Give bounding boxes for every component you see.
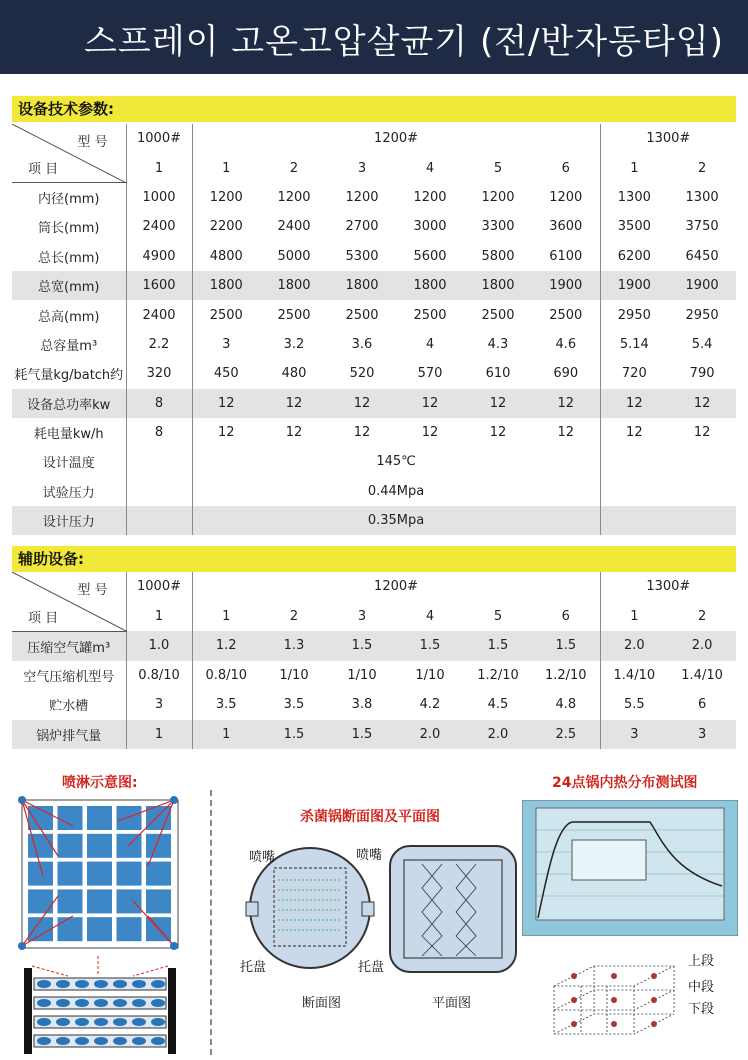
table-cell: 1.5 xyxy=(328,631,396,661)
table-cell: 2.0 xyxy=(668,631,736,661)
model-number-header: 1 xyxy=(126,153,192,182)
table-cell: 5.5 xyxy=(600,690,668,720)
table-cell: 1.5 xyxy=(260,720,328,750)
model-number-header: 1 xyxy=(126,602,192,632)
spray-can xyxy=(94,980,108,988)
row-label: 贮水槽 xyxy=(49,699,89,715)
table-cell: 12 xyxy=(260,389,328,418)
table-cell: 450 xyxy=(192,359,260,388)
tray-label-right: 托盘 xyxy=(358,960,385,975)
spray-can xyxy=(75,1018,89,1026)
table-cell: 1600 xyxy=(126,271,192,300)
table-cell: 2.0 xyxy=(464,720,532,750)
table-cell: 2500 xyxy=(481,307,515,323)
empty-cell xyxy=(600,477,736,506)
table-cell: 3.5 xyxy=(192,690,260,720)
merged-row xyxy=(12,447,736,476)
aux-section-title: 辅助设备: xyxy=(12,546,736,572)
table-cell: 12 xyxy=(421,425,439,441)
model-number-header: 2 xyxy=(697,608,707,624)
table-cell: 1800 xyxy=(464,271,532,300)
model-number-header: 2 xyxy=(289,608,299,624)
table-row xyxy=(12,242,736,271)
table-cell: 1.5 xyxy=(464,631,532,661)
spray-can xyxy=(75,980,89,988)
spray-grid-cell xyxy=(117,889,142,913)
model-group-header: 1200# xyxy=(192,124,600,153)
corner-model-label: 型 号 xyxy=(77,135,108,150)
table-cell: 12 xyxy=(557,425,575,441)
spray-can xyxy=(37,1018,51,1026)
heat-test-title: 24点锅内热分布测试图 xyxy=(552,775,698,791)
model-number-header: 4 xyxy=(425,608,435,624)
merged-value: 0.44Mpa xyxy=(192,477,600,506)
table-cell: 3000 xyxy=(413,219,447,235)
empty-cell xyxy=(600,447,736,476)
table-row xyxy=(12,661,736,691)
table-row xyxy=(12,330,736,359)
table-cell: 3.8 xyxy=(351,697,373,713)
table-row xyxy=(12,271,736,300)
table-cell: 1200 xyxy=(192,183,260,212)
empty-cell xyxy=(126,447,192,476)
table-cell: 12 xyxy=(668,389,736,418)
table-cell: 1800 xyxy=(396,271,464,300)
table-cell: 8 xyxy=(126,418,192,447)
table-cell: 0.8/10 xyxy=(192,661,260,691)
table-cell: 610 xyxy=(485,366,511,382)
table-cell: 4 xyxy=(425,336,435,352)
model-group-header: 1300# xyxy=(600,124,736,153)
table-cell: 0.8/10 xyxy=(126,661,192,691)
spray-grid-cell xyxy=(87,862,112,886)
spray-grid-cell xyxy=(87,917,112,941)
model-group-header: 1300# xyxy=(600,572,736,602)
spray-diagram xyxy=(18,796,186,1060)
table-cell: 6 xyxy=(697,697,707,713)
table-cell: 2500 xyxy=(277,307,311,323)
table-cell: 790 xyxy=(689,366,715,382)
table-cell: 2.2 xyxy=(126,330,192,359)
model-number-header: 1 xyxy=(192,602,260,632)
level-bottom-label: 下段 xyxy=(688,1002,715,1017)
table-cell: 3600 xyxy=(549,219,583,235)
row-label: 压缩空气罐m³ xyxy=(12,631,126,661)
page-title: 스프레이 고온고압살균기 (전/반자동타입) xyxy=(84,22,724,62)
table-cell: 1/10 xyxy=(347,667,377,683)
table-cell: 1900 xyxy=(600,271,668,300)
table-cell: 690 xyxy=(553,366,579,382)
corner-model-label: 型 号 xyxy=(77,583,108,598)
table-cell: 3 xyxy=(600,720,668,750)
table-cell: 1.4/10 xyxy=(600,661,668,691)
model-group-header: 1000# xyxy=(126,572,192,602)
spray-grid-cell xyxy=(146,834,171,858)
merged-row xyxy=(12,506,736,535)
table-cell: 6450 xyxy=(685,248,719,264)
model-number-header: 5 xyxy=(493,608,503,624)
table-cell: 1800 xyxy=(328,271,396,300)
model-number-header: 1 xyxy=(600,602,668,632)
table-cell: 2.5 xyxy=(532,720,600,750)
model-number-header: 3 xyxy=(357,160,367,176)
row-label: 内径(mm) xyxy=(38,192,100,208)
row-label: 耗电量kw/h xyxy=(33,427,104,443)
table-row xyxy=(12,418,736,447)
table-cell: 12 xyxy=(600,418,668,447)
table-cell: 1 xyxy=(126,720,192,750)
spray-can xyxy=(75,1037,89,1045)
spray-grid-cell xyxy=(58,834,83,858)
table-cell: 12 xyxy=(192,418,260,447)
level-mid-label: 中段 xyxy=(688,980,715,995)
model-number-header: 5 xyxy=(493,160,503,176)
spray-can xyxy=(56,999,70,1007)
table-cell: 570 xyxy=(417,366,443,382)
table-cell: 12 xyxy=(532,389,600,418)
table-row xyxy=(12,631,736,661)
model-number-header: 1 xyxy=(192,153,260,182)
table-cell: 1.5 xyxy=(396,631,464,661)
table-cell: 1200 xyxy=(481,189,515,205)
section-diagram-title: 杀菌锅断面图及平面图 xyxy=(300,809,440,825)
table-cell: 2500 xyxy=(413,307,447,323)
merged-value: 145℃ xyxy=(192,447,600,476)
model-number-header: 2 xyxy=(289,160,299,176)
heat-distribution-chart xyxy=(522,800,738,940)
spray-grid-cell xyxy=(117,917,142,941)
row-label: 总长(mm) xyxy=(38,250,100,266)
table-cell: 12 xyxy=(396,389,464,418)
level-top-label: 上段 xyxy=(688,954,715,969)
spray-grid-cell xyxy=(146,889,171,913)
table-cell: 3.6 xyxy=(351,336,373,352)
table-cell: 5.14 xyxy=(600,330,668,359)
table-cell: 12 xyxy=(192,389,260,418)
cross-section-caption: 断面图 xyxy=(302,996,342,1011)
figure-divider xyxy=(210,790,212,1055)
table-cell: 1900 xyxy=(532,271,600,300)
merged-row xyxy=(12,477,736,506)
empty-cell xyxy=(126,477,192,506)
spray-grid-cell xyxy=(58,806,83,830)
model-number-header: 6 xyxy=(561,160,570,176)
spray-grid-cell xyxy=(87,806,112,830)
row-label: 总容量m³ xyxy=(40,338,98,354)
corner-cell xyxy=(12,124,126,183)
table-cell: 2950 xyxy=(600,300,668,329)
header-row-models xyxy=(12,124,736,153)
table-cell: 3500 xyxy=(600,212,668,241)
table-cell: 1.2 xyxy=(192,631,260,661)
table-cell: 4.3 xyxy=(487,336,509,352)
spray-can xyxy=(56,1018,70,1026)
table-cell: 2400 xyxy=(277,219,311,235)
table-cell: 2950 xyxy=(685,307,719,323)
spray-can xyxy=(37,999,51,1007)
spray-can xyxy=(132,980,146,988)
table-row xyxy=(12,183,736,212)
table-cell: 1300 xyxy=(685,189,719,205)
table-cell: 12 xyxy=(693,425,711,441)
table-cell: 5600 xyxy=(413,248,447,264)
spray-can xyxy=(75,999,89,1007)
table-cell: 2700 xyxy=(345,219,379,235)
table-cell: 1900 xyxy=(668,271,736,300)
table-cell: 6200 xyxy=(600,242,668,271)
table-cell: 4.8 xyxy=(555,697,577,713)
spray-grid-cell xyxy=(58,917,83,941)
nozzle-label-right: 喷嘴 xyxy=(356,848,383,863)
table-cell: 1800 xyxy=(192,271,260,300)
model-number-header: 2 xyxy=(697,160,707,176)
spray-grid-cell xyxy=(58,862,83,886)
table-cell: 1/10 xyxy=(415,667,445,683)
table-row xyxy=(12,300,736,329)
table-cell: 1.3 xyxy=(260,631,328,661)
merged-value: 0.35Mpa xyxy=(192,506,600,535)
table-cell: 1800 xyxy=(260,271,328,300)
table-cell: 2400 xyxy=(126,212,192,241)
table-cell: 5000 xyxy=(277,248,311,264)
spray-grid-cell xyxy=(87,834,112,858)
row-label: 空气压缩机型号 xyxy=(23,669,115,685)
table-cell: 3 xyxy=(192,330,260,359)
model-number-header: 3 xyxy=(357,608,367,624)
row-label: 设计压力 xyxy=(12,506,126,535)
spray-grid-cell xyxy=(87,889,112,913)
table-cell: 2200 xyxy=(192,212,260,241)
table-cell: 1200 xyxy=(345,189,379,205)
table-cell: 12 xyxy=(285,425,303,441)
aux-table xyxy=(12,572,736,749)
spray-grid-cell xyxy=(117,806,142,830)
spray-can xyxy=(94,1018,108,1026)
table-cell: 2500 xyxy=(192,300,260,329)
table-cell: 3 xyxy=(668,720,736,750)
empty-cell xyxy=(600,506,736,535)
table-cell: 4.6 xyxy=(555,336,577,352)
row-label: 试验压力 xyxy=(42,485,95,501)
table-cell: 5800 xyxy=(481,248,515,264)
spray-can xyxy=(56,980,70,988)
table-cell: 1.4/10 xyxy=(681,667,723,683)
table-cell: 4.2 xyxy=(419,697,441,713)
table-cell: 2400 xyxy=(126,300,192,329)
model-group-header: 1200# xyxy=(192,572,600,602)
table-cell: 1.2/10 xyxy=(477,667,519,683)
corner-item-label: 项 目 xyxy=(28,610,59,626)
corner-item-label: 项 目 xyxy=(28,162,59,178)
table-cell: 8 xyxy=(126,389,192,418)
table-cell: 5300 xyxy=(345,248,379,264)
table-cell: 3.5 xyxy=(283,697,305,713)
model-number-header: 6 xyxy=(561,608,570,624)
table-cell: 2500 xyxy=(549,307,583,323)
table-cell: 4800 xyxy=(192,242,260,271)
model-number-header: 4 xyxy=(425,160,435,176)
spray-can xyxy=(113,1018,127,1026)
model-group-header: 1000# xyxy=(126,124,192,153)
table-cell: 1.5 xyxy=(532,631,600,661)
spray-can xyxy=(151,999,165,1007)
table-cell: 12 xyxy=(353,425,371,441)
table-row xyxy=(12,389,736,418)
spray-can xyxy=(113,1037,127,1045)
spray-can xyxy=(113,980,127,988)
table-cell: 12 xyxy=(464,389,532,418)
table-cell: 6100 xyxy=(549,248,583,264)
table-cell: 2.0 xyxy=(600,631,668,661)
spray-can xyxy=(94,1037,108,1045)
spray-can xyxy=(132,999,146,1007)
spray-can xyxy=(132,1018,146,1026)
spray-can xyxy=(37,980,51,988)
corner-cell xyxy=(12,572,126,631)
table-row xyxy=(12,359,736,388)
plan-caption: 平面图 xyxy=(432,996,472,1011)
tray-label-left: 托盘 xyxy=(240,960,267,975)
row-label: 总宽(mm) xyxy=(12,271,126,300)
row-label: 耗气量kg/batch约 xyxy=(14,368,124,384)
table-cell: 1.5 xyxy=(328,720,396,750)
table-cell: 12 xyxy=(328,389,396,418)
table-cell: 1/10 xyxy=(279,667,309,683)
spray-can xyxy=(151,1037,165,1045)
table-cell: 5.4 xyxy=(691,336,713,352)
spray-can xyxy=(151,980,165,988)
table-cell: 2500 xyxy=(345,307,379,323)
spray-grid-cell xyxy=(28,889,53,913)
table-cell: 720 xyxy=(600,359,668,388)
table-cell: 1.0 xyxy=(126,631,192,661)
spray-grid-cell xyxy=(146,862,171,886)
table-cell: 3.2 xyxy=(283,336,305,352)
spray-diagram-title: 喷淋示意图: xyxy=(62,775,138,791)
table-row xyxy=(12,690,736,720)
table-cell: 1 xyxy=(192,720,260,750)
model-number-header: 1 xyxy=(600,153,668,182)
table-row xyxy=(12,720,736,750)
spec-section-title: 设备技术参数: xyxy=(12,96,736,122)
header-banner xyxy=(0,0,748,74)
row-label: 总高(mm) xyxy=(38,309,100,325)
spray-grid-cell xyxy=(58,889,83,913)
spray-can xyxy=(56,1037,70,1045)
spray-can xyxy=(37,1037,51,1045)
header-row-models xyxy=(12,572,736,602)
spray-can xyxy=(94,999,108,1007)
row-label: 筒长(mm) xyxy=(38,221,100,237)
table-cell: 1000 xyxy=(126,183,192,212)
table-cell: 320 xyxy=(126,359,192,388)
table-cell: 1200 xyxy=(549,189,583,205)
table-cell: 2.0 xyxy=(396,720,464,750)
table-cell: 1.2/10 xyxy=(544,667,587,683)
row-label: 锅炉排气量 xyxy=(12,720,126,750)
spray-grid-cell xyxy=(117,862,142,886)
table-cell: 12 xyxy=(489,425,507,441)
row-label: 设备总功率kw xyxy=(12,389,126,418)
spray-can xyxy=(151,1018,165,1026)
table-row xyxy=(12,212,736,241)
table-cell: 3300 xyxy=(481,219,515,235)
spray-can xyxy=(132,1037,146,1045)
spray-can xyxy=(113,999,127,1007)
table-cell: 520 xyxy=(349,366,375,382)
nozzle-label-left: 喷嘴 xyxy=(249,850,276,865)
empty-cell xyxy=(126,506,192,535)
table-cell: 3750 xyxy=(685,219,719,235)
table-cell: 12 xyxy=(600,389,668,418)
table-cell: 480 xyxy=(281,366,307,382)
table-cell: 4.5 xyxy=(487,697,509,713)
row-label: 设计温度 xyxy=(42,456,95,472)
table-cell: 1200 xyxy=(413,189,447,205)
table-cell: 4900 xyxy=(126,242,192,271)
thermocouple-grid xyxy=(548,946,684,1052)
spec-table xyxy=(12,124,736,535)
table-cell: 3 xyxy=(126,690,192,720)
table-cell: 1200 xyxy=(277,189,311,205)
table-cell: 1300 xyxy=(600,183,668,212)
